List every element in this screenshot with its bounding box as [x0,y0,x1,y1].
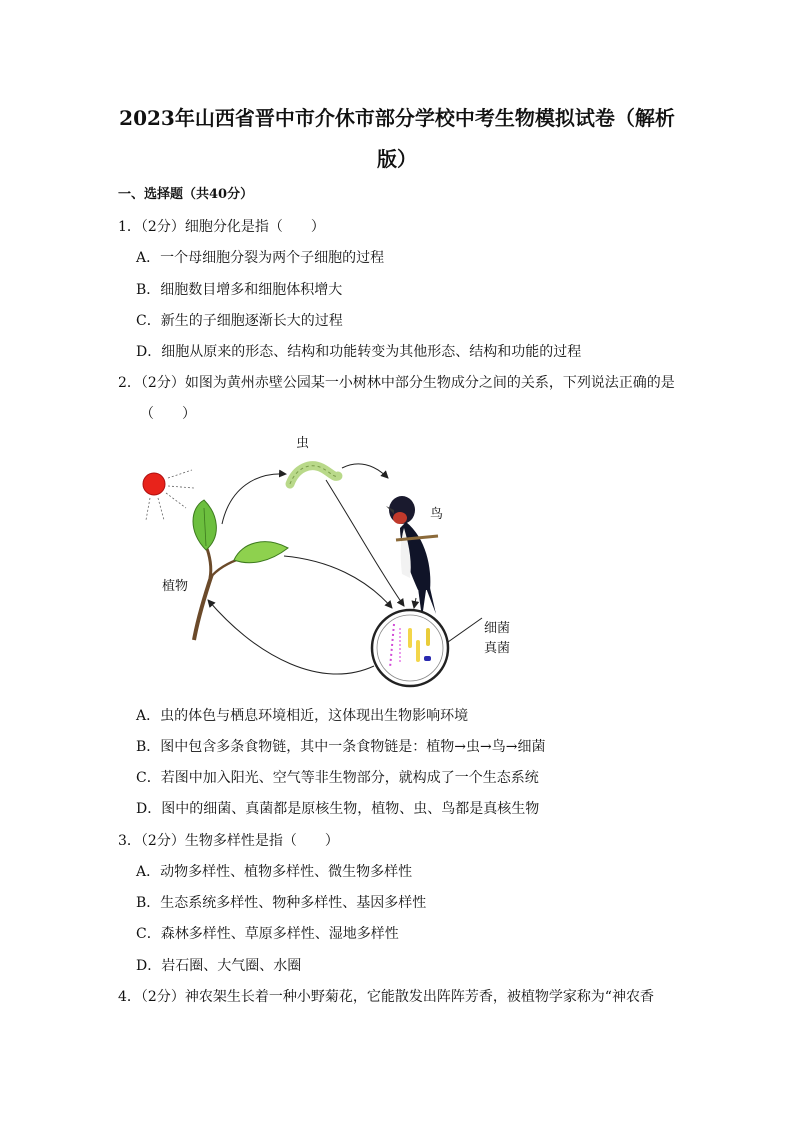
title-line-2: 版） [377,147,417,171]
option-b: B．生态系统多样性、物种多样性、基因多样性 [136,895,427,911]
title-line-1: 2023年山西省晋中市介休市部分学校中考生物模拟试卷（解析 [119,106,675,130]
question-stem: 4．（2分）神农架生长着一种小野菊花，它能散发出阵阵芳香，被植物学家称为“神农香 [118,989,654,1005]
label-plant: 植物 [162,579,189,594]
option-b: B．图中包含多条食物链，其中一条食物链是：植物→虫→鸟→细菌 [136,739,546,755]
caterpillar-icon [290,466,338,484]
plant-icon [193,500,288,640]
question-stem: 3．（2分）生物多样性是指（ ） [118,833,339,849]
option-c: C．新生的子细胞逐渐长大的过程 [136,313,343,329]
option-d: D．细胞从原来的形态、结构和功能转变为其他形态、结构和功能的过程 [136,344,582,360]
sun-icon [143,470,194,520]
microbe-circle-icon [372,610,448,686]
option-d: D．图中的细菌、真菌都是原核生物，植物、虫、鸟都是真核生物 [136,801,540,817]
section-heading: 一、选择题（共40分） [118,187,254,202]
option-c: C．森林多样性、草原多样性、湿地多样性 [136,926,399,942]
option-b: B．细胞数目增多和细胞体积增大 [136,282,343,298]
option-c: C．若图中加入阳光、空气等非生物部分，就构成了一个生态系统 [136,770,539,786]
option-a: A．虫的体色与栖息环境相近，这体现出生物影响环境 [136,708,469,724]
label-fungi: 真菌 [484,641,511,656]
question-stem: 2．（2分）如图为黄州赤壁公园某一小树林中部分生物成分之间的关系，下列说法正确的是 [118,375,675,391]
option-d: D．岩石圈、大气圈、水圈 [136,958,302,974]
label-bacteria: 细菌 [484,621,511,636]
option-a: A．动物多样性、植物多样性、微生物多样性 [136,864,413,880]
question-stem-continuation: （ ） [140,406,196,422]
label-bird: 鸟 [430,507,444,522]
question-stem: 1．（2分）细胞分化是指（ ） [118,219,325,235]
food-web-figure [138,428,528,690]
option-a: A．一个母细胞分裂为两个子细胞的过程 [136,250,385,266]
label-insect: 虫 [296,436,310,451]
